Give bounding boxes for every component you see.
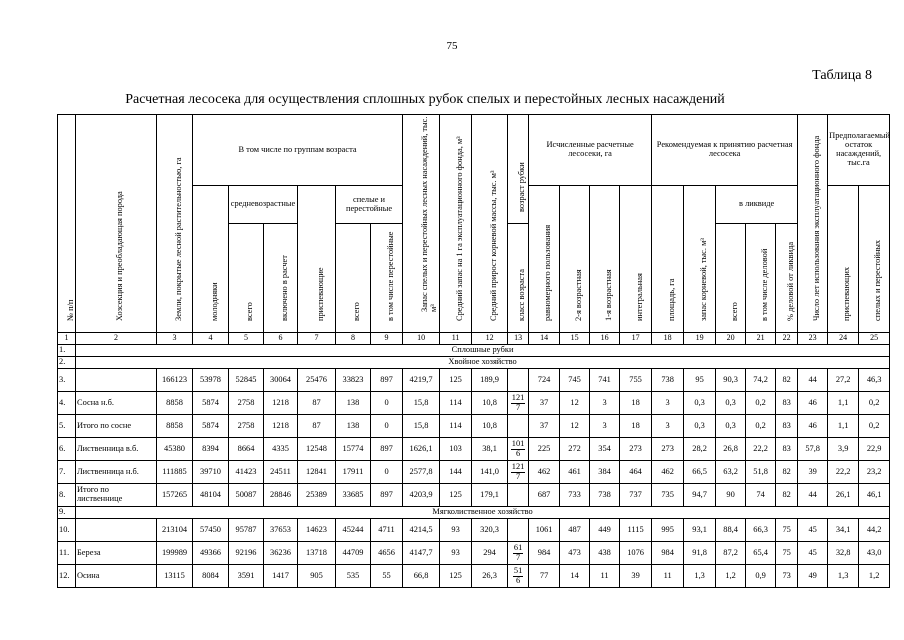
table-row [58, 392, 890, 415]
header-col-12: Средний прирост корневой массы, тыс. м³ [488, 170, 498, 321]
cell-c6: 37653 [264, 519, 298, 542]
cell-c16: 738 [590, 484, 620, 507]
cell-c19: 1,3 [684, 565, 716, 588]
cell-c19: 28,2 [684, 438, 716, 461]
cell-c15: 461 [560, 461, 590, 484]
cell-c24: 3,9 [828, 438, 859, 461]
cell-c14: 225 [529, 438, 560, 461]
cell-age-class: $\frac{121}{7}$ [508, 461, 529, 484]
cell-c20: 87,2 [716, 542, 746, 565]
cell-c12: 189,9 [472, 369, 508, 392]
header-calc: Исчисленные расчетные лесосеки, га [529, 115, 652, 186]
cell-c14: 724 [529, 369, 560, 392]
cell-c22: 82 [776, 484, 798, 507]
cell-c11: 93 [440, 519, 472, 542]
cell-c7: 14623 [298, 519, 336, 542]
header-cut-age: возраст рубки [517, 162, 527, 213]
cell-c11: 125 [440, 369, 472, 392]
cell-c25: 46,3 [859, 369, 890, 392]
cell-c4: 48104 [193, 484, 229, 507]
header-col-21: в том числе деловой [759, 248, 769, 322]
cell-c12: 179,1 [472, 484, 508, 507]
cell-c18: 462 [652, 461, 684, 484]
cell-c6: 1417 [264, 565, 298, 588]
cell-c5: 50087 [229, 484, 264, 507]
cell-c9: 55 [371, 565, 403, 588]
cell-c23: 46 [798, 392, 828, 415]
cell-c18: 735 [652, 484, 684, 507]
cell-c14: 1061 [529, 519, 560, 542]
cell-c21: 74,2 [746, 369, 776, 392]
cell-c16: 449 [590, 519, 620, 542]
cell-c12: 141,0 [472, 461, 508, 484]
header-col-25: спелых и перестойных [873, 239, 883, 321]
cell-c25: 23,2 [859, 461, 890, 484]
cell-row-number: 10. [58, 519, 76, 542]
cell-c21: 66,3 [746, 519, 776, 542]
cell-c17: 737 [620, 484, 652, 507]
cell-c16: 354 [590, 438, 620, 461]
cell-c11: 114 [440, 415, 472, 438]
cell-c18: 984 [652, 542, 684, 565]
cell-c22: 75 [776, 519, 798, 542]
cell-c23: 44 [798, 369, 828, 392]
header-recommended: Рекомендуемая к принятию расчетная лесосека [652, 115, 798, 186]
header-col-11: Средний запас на 1 га эксплуатационного фонда, м³ [454, 135, 464, 321]
cell-c19: 0,3 [684, 415, 716, 438]
cell-c17: 18 [620, 415, 652, 438]
header-liquid: в ликвиде [716, 186, 798, 224]
header-col-7: приспевающие [315, 267, 325, 321]
table-row [58, 542, 890, 565]
table-label: Таблица 8 [812, 68, 872, 83]
cell-c19: 95 [684, 369, 716, 392]
page-number: 75 [446, 40, 458, 52]
cell-name: Береза [76, 542, 157, 565]
header-col-23: Число лет использования эксплуатационного фонда [811, 135, 821, 321]
cell-c14: 687 [529, 484, 560, 507]
cell-name: Лиственница н.б. [76, 461, 157, 484]
cell-c15: 487 [560, 519, 590, 542]
cell-c12: 38,1 [472, 438, 508, 461]
cell-row-number: 11. [58, 542, 76, 565]
cell-age-class: $\frac{61}{7}$ [508, 542, 529, 565]
cell-c24: 1,3 [828, 565, 859, 588]
cell-c24: 1,1 [828, 392, 859, 415]
cell-row-number: 5. [58, 415, 76, 438]
cell-c11: 144 [440, 461, 472, 484]
cell-c5: 41423 [229, 461, 264, 484]
header-mid-age: средневозрастные [229, 186, 298, 224]
cell-c23: 46 [798, 415, 828, 438]
header-col-9: в том числе перестойные [385, 231, 395, 322]
header-col-2: Хозсекция и преобладающая порода [115, 190, 124, 321]
cell-c18: 3 [652, 415, 684, 438]
cell-c7: 25389 [298, 484, 336, 507]
cell-c20: 1,2 [716, 565, 746, 588]
cell-c19: 94,7 [684, 484, 716, 507]
cell-c9: 0 [371, 392, 403, 415]
cell-c16: 3 [590, 392, 620, 415]
cell-c12: 26,3 [472, 565, 508, 588]
cell-c9: 897 [371, 369, 403, 392]
cell-age-class [508, 415, 529, 438]
cell-c20: 90,3 [716, 369, 746, 392]
header-col-10: Запас спелых и перестойных лесных насаждений, тыс. м³ [420, 116, 438, 312]
header-col-15: 2-я возрастная [573, 269, 583, 321]
cell-c6: 30064 [264, 369, 298, 392]
cell-c18: 3 [652, 392, 684, 415]
cell-c23: 45 [798, 542, 828, 565]
cell-c4: 8084 [193, 565, 229, 588]
cell-c12: 10,8 [472, 392, 508, 415]
cell-c20: 63,2 [716, 461, 746, 484]
cell-c4: 39710 [193, 461, 229, 484]
cell-c21: 0,2 [746, 392, 776, 415]
cell-c18: 11 [652, 565, 684, 588]
cell-age-class [508, 519, 529, 542]
cell-c17: 39 [620, 565, 652, 588]
cell-c7: 12548 [298, 438, 336, 461]
header-col-14: равномерного пользования [543, 224, 553, 321]
table-row [58, 461, 890, 484]
cell-c16: 438 [590, 542, 620, 565]
cell-c4: 49366 [193, 542, 229, 565]
cell-row-number: 6. [58, 438, 76, 461]
header-cell [58, 115, 76, 333]
header-ripe: спелые и перестойные [336, 186, 403, 224]
cell-c6: 1218 [264, 415, 298, 438]
cell-c14: 462 [529, 461, 560, 484]
cell-c10: 15,8 [403, 392, 440, 415]
header-col-1: № п/п [65, 299, 75, 321]
cell-c21: 0,9 [746, 565, 776, 588]
table-row [58, 484, 890, 507]
header-age-groups: В том числе по группам возраста [193, 115, 403, 186]
cell-c22: 83 [776, 415, 798, 438]
cell-c10: 4203,9 [403, 484, 440, 507]
cell-c19: 91,8 [684, 542, 716, 565]
cell-c6: 28846 [264, 484, 298, 507]
cell-c5: 3591 [229, 565, 264, 588]
table-row [58, 565, 890, 588]
section-row: 1. Сплошные рубки [58, 345, 890, 357]
cell-c16: 384 [590, 461, 620, 484]
cell-c3: 111885 [157, 461, 193, 484]
cell-c15: 473 [560, 542, 590, 565]
cell-c4: 53978 [193, 369, 229, 392]
cell-c22: 82 [776, 461, 798, 484]
cell-c15: 12 [560, 392, 590, 415]
cell-name [76, 369, 157, 392]
cell-c5: 92196 [229, 542, 264, 565]
cell-c5: 95787 [229, 519, 264, 542]
section-row: 2. Хвойное хозяйство [58, 357, 890, 369]
cell-c11: 114 [440, 392, 472, 415]
cell-c23: 45 [798, 519, 828, 542]
cell-c7: 25476 [298, 369, 336, 392]
cell-c20: 90 [716, 484, 746, 507]
cell-c14: 37 [529, 392, 560, 415]
cell-c8: 138 [336, 392, 371, 415]
cell-row-number: 7. [58, 461, 76, 484]
cell-c9: 897 [371, 438, 403, 461]
cell-c11: 103 [440, 438, 472, 461]
cell-c17: 1076 [620, 542, 652, 565]
cell-c22: 82 [776, 369, 798, 392]
header-col-5: всего [245, 302, 254, 322]
cell-c16: 11 [590, 565, 620, 588]
cell-c19: 66,5 [684, 461, 716, 484]
cell-c9: 0 [371, 461, 403, 484]
cell-c14: 77 [529, 565, 560, 588]
cell-c9: 4711 [371, 519, 403, 542]
cell-c10: 2577,8 [403, 461, 440, 484]
cell-c14: 984 [529, 542, 560, 565]
header-col-16: 1-я возрастная [603, 269, 613, 321]
cell-c7: 87 [298, 415, 336, 438]
section-label: Мягколиственное хозяйство [76, 507, 890, 519]
table-title: Расчетная лесосека для осуществления сплошных рубок спелых и перестойных лесных насаждений [125, 92, 725, 107]
header-remainder: Предполагаемый остаток насаждений, тыс.га [828, 115, 890, 186]
cell-c6: 36236 [264, 542, 298, 565]
cell-c17: 18 [620, 392, 652, 415]
header-col-6: включено в расчет [279, 255, 289, 322]
cell-c7: 12841 [298, 461, 336, 484]
cell-c18: 273 [652, 438, 684, 461]
cell-c15: 12 [560, 415, 590, 438]
cell-c10: 1626,1 [403, 438, 440, 461]
cell-c3: 199989 [157, 542, 193, 565]
cell-c23: 49 [798, 565, 828, 588]
cell-c3: 157265 [157, 484, 193, 507]
cell-c3: 8858 [157, 392, 193, 415]
cell-c17: 464 [620, 461, 652, 484]
cell-c23: 39 [798, 461, 828, 484]
cell-c12: 294 [472, 542, 508, 565]
cell-row-number: 8. [58, 484, 76, 507]
cell-c6: 24511 [264, 461, 298, 484]
cell-c25: 0,2 [859, 392, 890, 415]
cell-name: Осина [76, 565, 157, 588]
column-number-row: 1 2 3 4 5 6 7 8 9 10 11 12 13 14 15 16 17 18 19 20 21 22 23 24 25 [58, 333, 890, 345]
cell-c4: 5874 [193, 415, 229, 438]
table-row [58, 415, 890, 438]
table-row [58, 369, 890, 392]
cell-c3: 213104 [157, 519, 193, 542]
cell-row-number: 4. [58, 392, 76, 415]
cell-c17: 273 [620, 438, 652, 461]
section-label: Хвойное хозяйство [76, 357, 890, 369]
cell-c21: 22,2 [746, 438, 776, 461]
cell-name: Итого по сосне [76, 415, 157, 438]
section-row: 9. Мягколиственное хозяйство [58, 507, 890, 519]
cell-age-class: $\frac{101}{6}$ [508, 438, 529, 461]
cell-c24: 22,2 [828, 461, 859, 484]
cell-c24: 1,1 [828, 415, 859, 438]
section-label: Сплошные рубки [76, 345, 890, 357]
cell-row-number: 12. [58, 565, 76, 588]
header-col-4: молодняки [209, 282, 219, 321]
cell-c8: 45244 [336, 519, 371, 542]
cell-c7: 87 [298, 392, 336, 415]
cell-age-class: $\frac{121}{7}$ [508, 392, 529, 415]
cell-c21: 74 [746, 484, 776, 507]
cell-c12: 320,3 [472, 519, 508, 542]
cell-c23: 44 [798, 484, 828, 507]
cell-c8: 535 [336, 565, 371, 588]
cell-c18: 995 [652, 519, 684, 542]
cell-c15: 14 [560, 565, 590, 588]
cell-c8: 33685 [336, 484, 371, 507]
cell-c3: 8858 [157, 415, 193, 438]
cell-c4: 8394 [193, 438, 229, 461]
cell-c25: 0,2 [859, 415, 890, 438]
cell-c16: 741 [590, 369, 620, 392]
cell-c23: 57,8 [798, 438, 828, 461]
cell-c19: 0,3 [684, 392, 716, 415]
cell-c9: 4656 [371, 542, 403, 565]
cell-c15: 745 [560, 369, 590, 392]
cell-c14: 37 [529, 415, 560, 438]
cell-c3: 45380 [157, 438, 193, 461]
cell-name [76, 519, 157, 542]
header-col-13: класс возраста [517, 269, 527, 322]
cell-c8: 44709 [336, 542, 371, 565]
cell-c24: 27,2 [828, 369, 859, 392]
cell-c5: 8664 [229, 438, 264, 461]
cell-c4: 5874 [193, 392, 229, 415]
cell-c25: 1,2 [859, 565, 890, 588]
header-col-17: интегральная [634, 272, 644, 321]
cell-age-class: $\frac{51}{6}$ [508, 565, 529, 588]
cell-c20: 0,3 [716, 415, 746, 438]
table-row [58, 438, 890, 461]
cell-c21: 65,4 [746, 542, 776, 565]
header-col-22: % деловой от ликвида [785, 242, 795, 322]
cell-c24: 34,1 [828, 519, 859, 542]
cell-c8: 33823 [336, 369, 371, 392]
cell-c25: 22,9 [859, 438, 890, 461]
cell-c18: 738 [652, 369, 684, 392]
cell-c6: 1218 [264, 392, 298, 415]
cell-name: Итого по лиственнице [76, 484, 157, 507]
cell-c7: 13718 [298, 542, 336, 565]
table-row [58, 519, 890, 542]
lesoseka-table [57, 114, 890, 588]
cell-age-class [508, 484, 529, 507]
cell-c4: 57450 [193, 519, 229, 542]
cell-c21: 0,2 [746, 415, 776, 438]
cell-c10: 15,8 [403, 415, 440, 438]
cell-c21: 51,8 [746, 461, 776, 484]
cell-c16: 3 [590, 415, 620, 438]
cell-c25: 43,0 [859, 542, 890, 565]
cell-c5: 2758 [229, 415, 264, 438]
cell-c25: 46,1 [859, 484, 890, 507]
cell-c22: 83 [776, 392, 798, 415]
cell-c12: 10,8 [472, 415, 508, 438]
cell-c24: 26,1 [828, 484, 859, 507]
cell-c8: 138 [336, 415, 371, 438]
cell-c22: 73 [776, 565, 798, 588]
header-col-3: Земли, покрытые лесной растительностью, га [173, 157, 183, 321]
cell-c9: 897 [371, 484, 403, 507]
cell-c20: 26,8 [716, 438, 746, 461]
cell-c11: 93 [440, 542, 472, 565]
header-col-24: приспевающих [842, 266, 852, 321]
cell-c20: 88,4 [716, 519, 746, 542]
cell-c9: 0 [371, 415, 403, 438]
cell-c15: 733 [560, 484, 590, 507]
cell-c6: 4335 [264, 438, 298, 461]
cell-c10: 4147,7 [403, 542, 440, 565]
cell-c17: 755 [620, 369, 652, 392]
cell-c15: 272 [560, 438, 590, 461]
cell-c24: 32,8 [828, 542, 859, 565]
cell-name: Сосна н.б. [76, 392, 157, 415]
header-col-19: запас корневой, тыс. м³ [698, 237, 708, 321]
cell-row-number: 3. [58, 369, 76, 392]
cell-c5: 52845 [229, 369, 264, 392]
cell-c3: 13115 [157, 565, 193, 588]
cell-c19: 93,1 [684, 519, 716, 542]
cell-c11: 125 [440, 565, 472, 588]
cell-c8: 17911 [336, 461, 371, 484]
cell-name: Лиственница в.б. [76, 438, 157, 461]
cell-c8: 15774 [336, 438, 371, 461]
cell-c5: 2758 [229, 392, 264, 415]
cell-c20: 0,3 [716, 392, 746, 415]
header-col-20: всего [729, 302, 739, 322]
header-col-18: площадь, га [666, 278, 676, 321]
cell-c22: 83 [776, 438, 798, 461]
header-col-8: всего [352, 302, 361, 322]
cell-c7: 905 [298, 565, 336, 588]
cell-age-class [508, 369, 529, 392]
cell-c10: 4214,5 [403, 519, 440, 542]
cell-c25: 44,2 [859, 519, 890, 542]
cell-c11: 125 [440, 484, 472, 507]
cell-c10: 66,8 [403, 565, 440, 588]
cell-c3: 166123 [157, 369, 193, 392]
cell-c10: 4219,7 [403, 369, 440, 392]
cell-c22: 75 [776, 542, 798, 565]
cell-c17: 1115 [620, 519, 652, 542]
